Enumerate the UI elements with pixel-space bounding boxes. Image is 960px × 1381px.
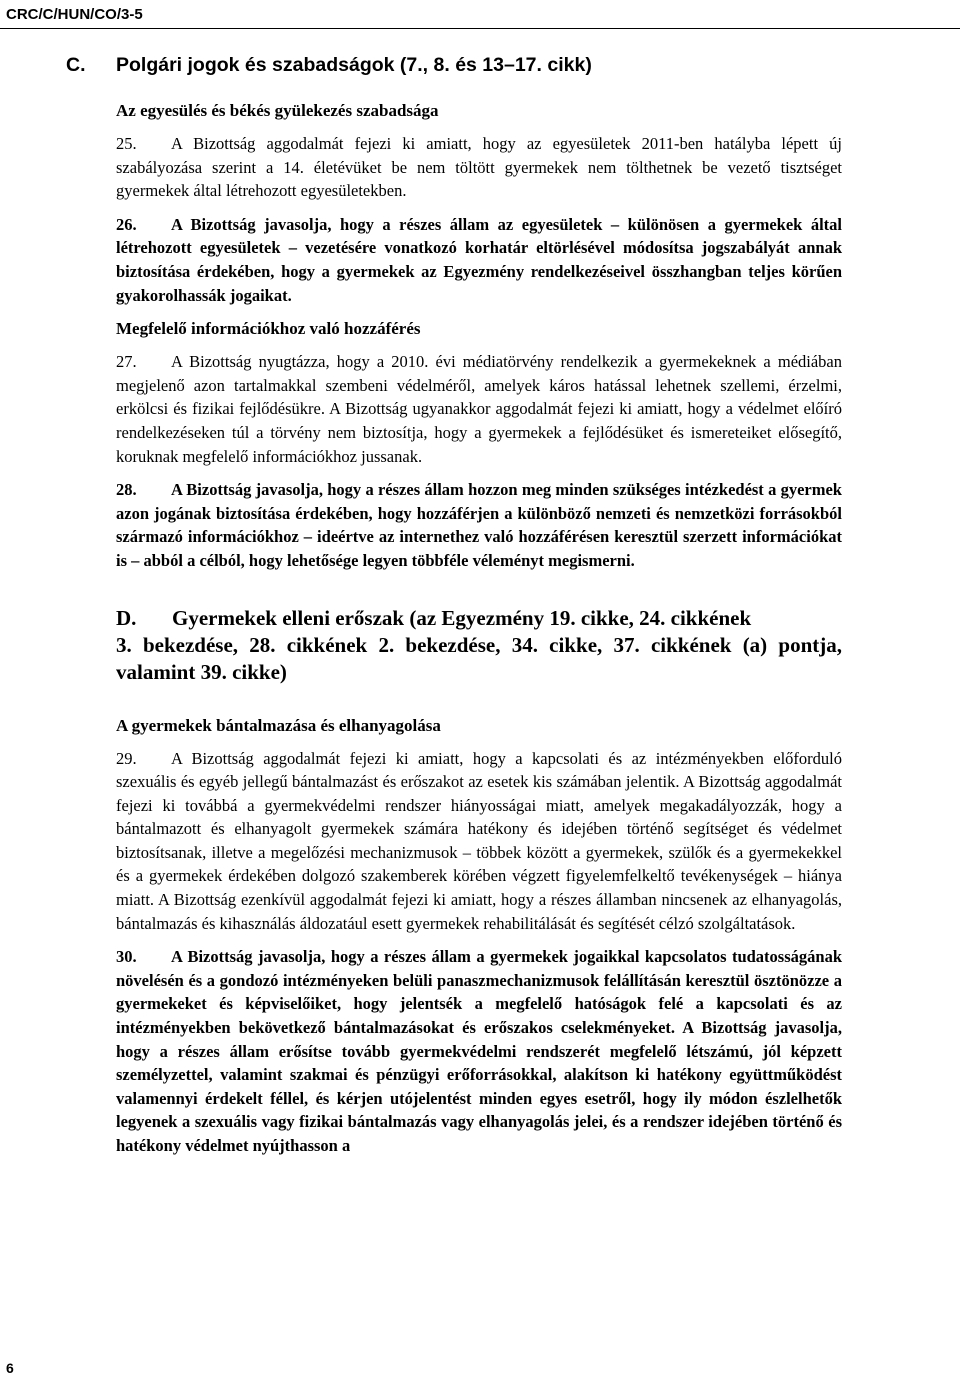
paragraph-26 bbox=[116, 213, 842, 307]
subheading-abuse-neglect: A gyermekek bántalmazása és elhanyagolása bbox=[116, 715, 441, 735]
section-c-heading bbox=[66, 54, 842, 77]
subheading-association: Az egyesülés és békés gyülekezés szabadsága bbox=[116, 101, 439, 120]
paragraph-number: 26. bbox=[116, 214, 137, 234]
paragraph-number: 28. bbox=[116, 480, 137, 500]
paragraph-30 bbox=[116, 945, 842, 1157]
paragraph-27 bbox=[116, 350, 842, 468]
subheading-information-access: Megfelelő információkhoz való hozzáférés bbox=[116, 319, 421, 339]
paragraph-number: 30. bbox=[116, 947, 137, 967]
paragraph-25 bbox=[116, 132, 842, 203]
paragraph-29 bbox=[116, 747, 842, 936]
paragraph-text: A Bizottság javasolja, hogy a részes állam a gyermekek jogaikkal kapcsolatos tudatosságának növelésén és a gondozó intézményeken belüli panaszmechanizmusok felállításán keresztül ösztönözze a gyermekeket és képviselőiket, hogy jelentsék a megfelelő hatóságok felé a kapcsolati és az intézményekben bekövetkező bántalmazásokat és erőszakos cselekményeket. A Bizottság javasolja, hogy a részes állam erősítse tovább gyermekvédelmi rendszerét megfelelő létszámú, jól képzett személyzettel, valamint szakmai és pénzügyi erőforrásokkal, alakítson ki hatékony együttműködést valamennyi érdekelt féllel, és kérjen utójelentést minden egyes esetről, hogy ily módon észlelhetők legyenek a szexuális vagy fizikai bántalmazás vagy elhanyagolás jelei, és a rendszer idejében történő és hatékony védelmet nyújthasson a bbox=[116, 947, 842, 1155]
paragraph-28 bbox=[116, 478, 842, 572]
document-body bbox=[66, 48, 842, 1168]
section-c-letter: C. bbox=[66, 54, 86, 76]
section-d-title-rest: 3. bekezdése, 28. cikkének 2. bekezdése, 34. cikke, 37. cikkének (a) pontja, valamint 39. cikke) bbox=[116, 632, 842, 684]
page-number: 6 bbox=[6, 1360, 14, 1376]
header-divider bbox=[0, 28, 960, 29]
paragraph-number: 29. bbox=[116, 748, 137, 768]
paragraph-text: A Bizottság nyugtázza, hogy a 2010. évi médiatörvény rendelkezik a gyermekeknek a médiában megjelenő azon tartalmakkal szembeni védelméről, amelyek káros hatással lehetnek szellemi, érzelmi, erkölcsi és fizikai fejlődésükre. A Bizottság ugyanakkor aggodalmát fejezi ki amiatt, hogy a védelmet előíró rendelkezéseken túl a törvény nem biztosítja, hogy a gyermekek a fejlődésüket és ismereteiket elősegítő, koruknak megfelelő információkhoz jussanak. bbox=[116, 352, 842, 466]
paragraph-text: A Bizottság javasolja, hogy a részes állam hozzon meg minden szükséges intézkedést a gyermek azon jogának biztosítása érdekében, hogy hozzáférjen a különböző nemzeti és nemzetközi forrásokból származó információkhoz – ideértve az internethez való hozzáférésen keresztül szerzett információkat is – abból a célból, hogy lehetősége legyen többféle véleményt megismerni. bbox=[116, 480, 842, 570]
paragraph-number: 27. bbox=[116, 352, 137, 372]
paragraph-text: A Bizottság aggodalmát fejezi ki amiatt, hogy az egyesületek 2011-ben hatályba lépett új szabályozása szerint a 14. életévüket be nem töltött gyermekek nem tölthetnek be vezető tisztséget gyermekek által létrehozott egyesületekben. bbox=[116, 134, 842, 201]
document-code: CRC/C/HUN/CO/3-5 bbox=[6, 6, 143, 23]
paragraph-text: A Bizottság aggodalmát fejezi ki amiatt, hogy a kapcsolati és az intézményekben előforduló szexuális és egyéb jellegű bántalmazást és erőszakot az esetek kis számában jelentik. A Bizottság aggodalmát fejezi ki továbbá a gyermekvédelmi rendszer hiányosságai miatt, amelyek megakadályozzák, hogy a bántalmazott és elhanyagolt gyermekek számára hatékony és idejében történő segítséget és védelmet biztosítsanak, illetve a megelőzési mechanizmusok – többek között a gyermekek, szülők és a gyermekekkel és a gyermekek érdekében dolgozó szakemberek körében végzett figyelemfelkeltő tevékenységek – hiánya miatt. A Bizottság ezenkívül aggodalmát fejezi ki amiatt, hogy a részes államban nincsenek az elhanyagolás, bántalmazás és kihasználás áldozatául esett gyermekek rehabilitálását és segítését célzó szolgáltatások. bbox=[116, 748, 842, 933]
paragraph-number: 25. bbox=[116, 134, 137, 153]
section-d-heading bbox=[116, 605, 842, 686]
section-d-letter: D. bbox=[116, 605, 137, 630]
section-c-title: Polgári jogok és szabadságok (7., 8. és 13–17. cikk) bbox=[116, 54, 592, 76]
section-d-title-line-1: Gyermekek elleni erőszak (az Egyezmény 19. cikke, 24. cikkének bbox=[172, 605, 752, 630]
paragraph-text: A Bizottság javasolja, hogy a részes állam az egyesületek – különösen a gyermekek által létrehozott egyesületek – vezetésére vonatkozó korhatár eltörlésével módosítsa jogszabályát annak biztosítása érdekében, hogy a gyermekek az Egyezmény rendelkezéseivel összhangban teljes körűen gyakorolhassák jogaikat. bbox=[116, 214, 842, 305]
